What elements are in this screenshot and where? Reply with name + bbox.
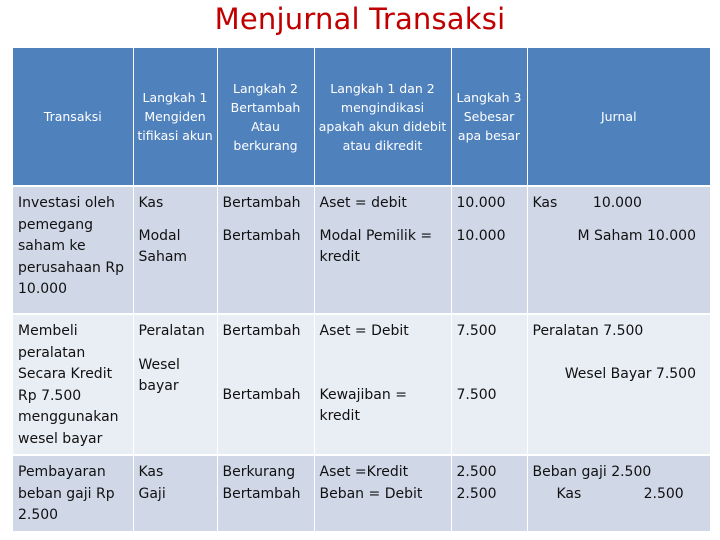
langkah2-2: Bertambah xyxy=(222,227,301,244)
debit-kredit-cell xyxy=(314,314,451,455)
jumlah-cell xyxy=(451,186,527,314)
akun-1: Kas xyxy=(138,464,164,480)
akun-cell xyxy=(133,186,217,314)
jurnal-1: Beban gaji 2.500 xyxy=(532,464,652,480)
debit-kredit-1: Aset = Debit xyxy=(319,323,409,339)
jumlah-2: 7.500 xyxy=(456,386,497,403)
debit-kredit-1: Aset = debit xyxy=(319,195,407,211)
jumlah-1: 10.000 xyxy=(456,195,506,211)
jurnal-2: M Saham 10.000 xyxy=(577,227,696,244)
header-langkah1-2: Langkah 1 dan 2 mengindikasi apakah akun didebit atau dikredit xyxy=(314,48,451,186)
header-jurnal: Jurnal xyxy=(527,48,710,186)
debit-kredit-2: Modal Pemilik = kredit xyxy=(319,227,433,265)
transaksi-cell: Pembayaran beban gaji Rp 2.500 xyxy=(13,455,133,531)
header-transaksi: Transaksi xyxy=(13,48,133,186)
table-row xyxy=(13,186,710,314)
journal-table xyxy=(13,48,710,531)
jumlah-2: 2.500 xyxy=(456,485,497,502)
jumlah-2: 10.000 xyxy=(456,227,506,244)
jurnal-1: Kas 10.000 xyxy=(532,195,642,211)
langkah2-cell xyxy=(217,186,314,314)
jumlah-cell xyxy=(451,455,527,531)
jurnal-2: Kas 2.500 xyxy=(556,485,684,502)
langkah2-1: Bertambah xyxy=(222,323,301,339)
jurnal-cell xyxy=(527,314,710,455)
langkah2-2: Bertambah xyxy=(222,386,301,403)
akun-2: Modal Saham xyxy=(138,227,188,265)
akun-cell xyxy=(133,314,217,455)
akun-cell xyxy=(133,455,217,531)
debit-kredit-cell xyxy=(314,455,451,531)
jurnal-cell xyxy=(527,455,710,531)
header-row xyxy=(13,48,710,186)
table-row xyxy=(13,455,710,531)
header-langkah1: Langkah 1 Mengiden tifikasi akun xyxy=(133,48,217,186)
jumlah-1: 7.500 xyxy=(456,323,497,339)
langkah2-cell xyxy=(217,314,314,455)
table-row xyxy=(13,314,710,455)
debit-kredit-cell xyxy=(314,186,451,314)
akun-1: Peralatan xyxy=(138,323,205,339)
header-langkah3: Langkah 3 Sebesar apa besar xyxy=(451,48,527,186)
langkah2-1: Berkurang xyxy=(222,464,296,480)
langkah2-2: Bertambah xyxy=(222,485,301,502)
jumlah-1: 2.500 xyxy=(456,464,497,480)
header-langkah2: Langkah 2 Bertambah Atau berkurang xyxy=(217,48,314,186)
langkah2-1: Bertambah xyxy=(222,195,301,211)
debit-kredit-2: Kewajiban = kredit xyxy=(319,386,407,424)
transaksi-cell: Membeli peralatan Secara Kredit Rp 7.500 menggunakan wesel bayar xyxy=(13,314,133,455)
akun-2: Gaji xyxy=(138,485,166,502)
debit-kredit-1: Aset =Kredit xyxy=(319,464,409,480)
jurnal-2: Wesel Bayar 7.500 xyxy=(564,365,696,382)
jumlah-cell xyxy=(451,314,527,455)
debit-kredit-2: Beban = Debit xyxy=(319,485,423,502)
akun-2: Wesel bayar xyxy=(138,356,180,394)
jurnal-cell xyxy=(527,186,710,314)
akun-1: Kas xyxy=(138,195,164,211)
transaksi-cell: Investasi oleh pemegang saham ke perusahaan Rp 10.000 xyxy=(13,186,133,314)
jurnal-1: Peralatan 7.500 xyxy=(532,323,644,339)
page-title: Menjurnal Transaksi xyxy=(214,2,506,36)
langkah2-cell xyxy=(217,455,314,531)
